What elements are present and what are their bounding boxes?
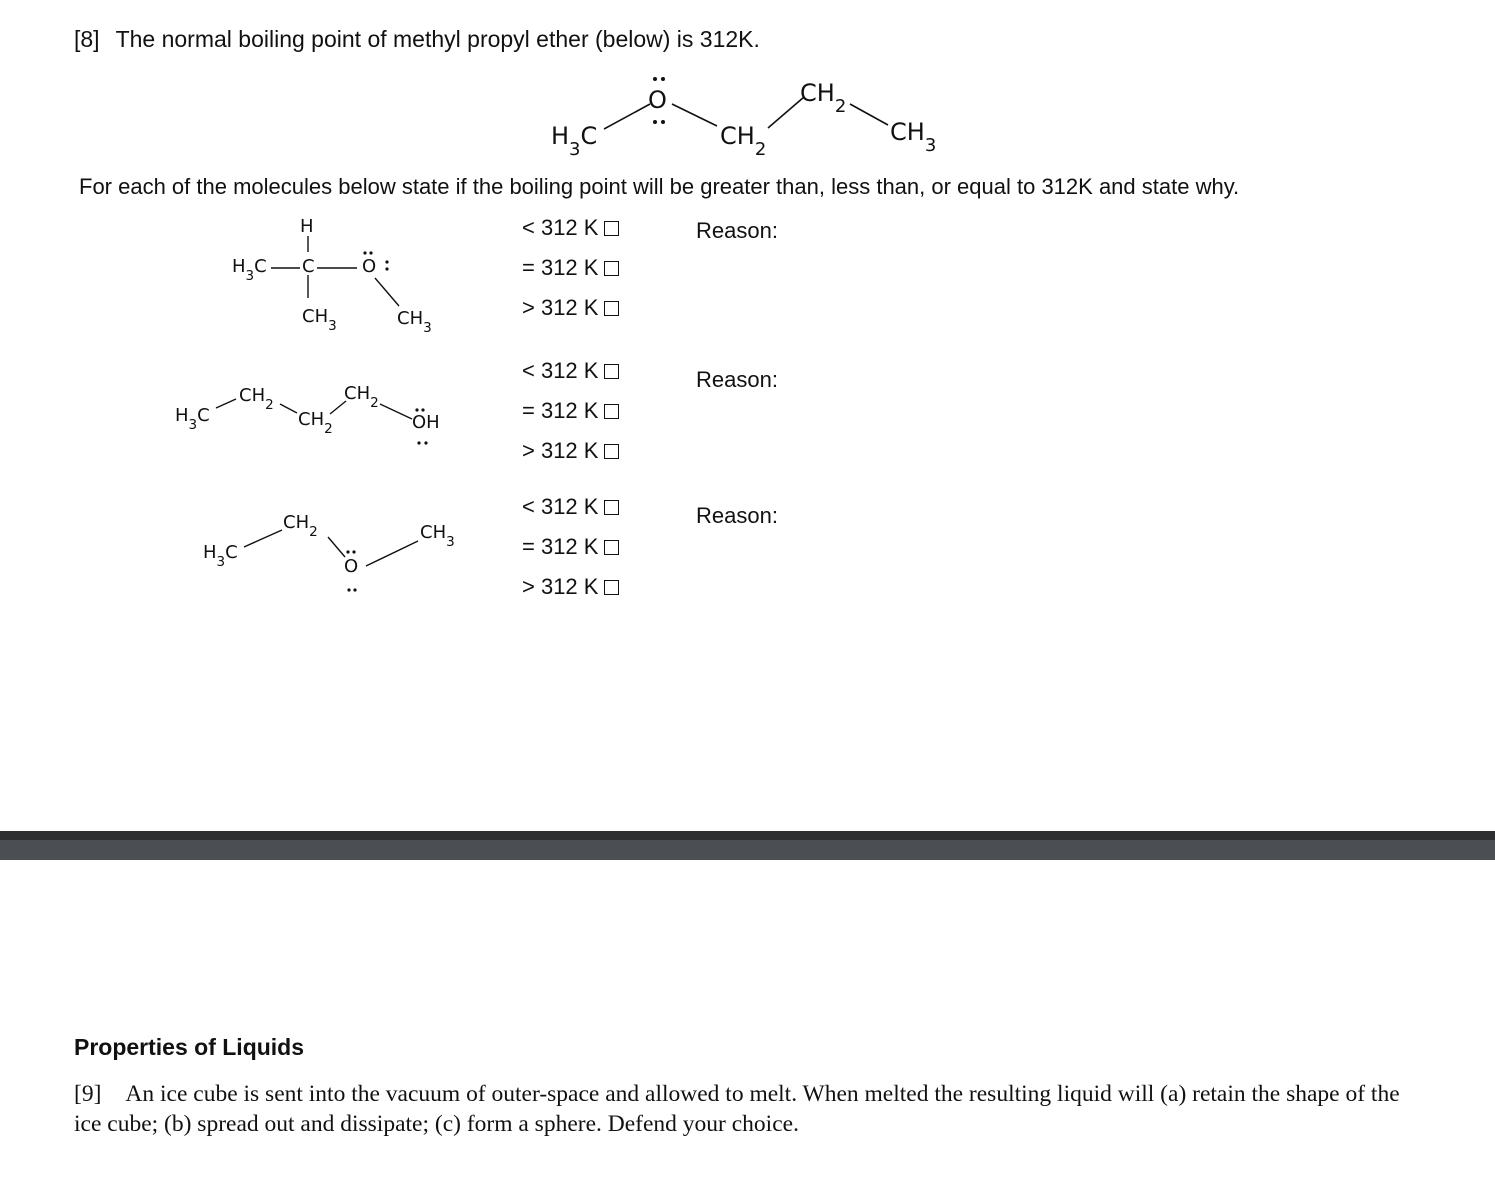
mol1-option-greater-label: > 312 K [522,295,599,320]
mol3-option-less [522,494,619,520]
ref-atom-ch2-b: $CH_2$ [800,79,847,117]
mol3-atom-ch2: $CH_2$ [283,512,318,540]
mol1-atom-ch3-a: $CH_3$ [302,306,337,334]
mol1-atom-c: C [302,256,315,277]
section-title: Properties of Liquids [74,1034,305,1060]
mol2-checkbox-equal[interactable] [604,404,619,419]
mol1-checkbox-equal[interactable] [604,261,619,276]
mol3-checkbox-equal[interactable] [604,540,619,555]
mol2-option-greater-label: > 312 K [522,438,599,463]
mol1-atom-h: H [300,216,314,237]
mol1-checkbox-greater[interactable] [604,301,619,316]
mol3-option-greater-label: > 312 K [522,574,599,599]
mol2-option-greater [522,438,619,464]
question-9-text [74,1079,1414,1139]
mol3-option-greater [522,574,619,600]
mol1-option-greater [522,295,619,321]
mol3-option-equal-label: = 312 K [522,534,599,559]
mol2-atom-h3c: $H_3C$ [175,405,210,433]
mol2-atom-ch2-a: $CH_2$ [239,385,274,413]
mol3-option-less-label: < 312 K [522,494,599,519]
mol2-reason-label: Reason: [696,367,778,392]
mol2-atom-oh: OH [412,412,440,433]
instruction-text: For each of the molecules below state if the boiling point will be greater than, less than, or equal to 312K and state why. [79,174,1240,199]
mol3-checkbox-greater[interactable] [604,580,619,595]
mol1-option-less [522,215,619,241]
mol1-option-equal-label: = 312 K [522,255,599,280]
mol3-checkbox-less[interactable] [604,500,619,515]
mol3-atom-ch3: $CH_3$ [420,522,455,550]
mol3-option-equal [522,534,619,560]
mol1-atom-ch3-b: $CH_3$ [397,308,432,336]
mol1-option-equal [522,255,619,281]
question-9-number: [9] [74,1081,102,1107]
mol2-option-less-label: < 312 K [522,358,599,383]
page-separator [0,831,1495,860]
mol3-atom-o: O [344,556,359,577]
mol1-option-less-label: < 312 K [522,215,599,240]
mol3-reason-label: Reason: [696,503,778,528]
mol2-checkbox-greater[interactable] [604,444,619,459]
ref-atom-h3c: $H_3C$ [551,122,598,160]
mol2-option-equal [522,398,619,424]
mol1-atom-o: O [362,256,377,277]
ref-atom-o: O [648,86,667,114]
question-8-number: [8] [74,26,100,52]
mol1-checkbox-less[interactable] [604,221,619,236]
mol2-option-less [522,358,619,384]
ref-atom-ch3: $CH_3$ [890,118,937,156]
mol1-reason-label: Reason: [696,218,778,243]
mol3-atom-h3c: $H_3C$ [203,542,238,570]
mol2-atom-ch2-b: $CH_2$ [298,409,333,437]
question-8-statement: The normal boiling point of methyl propyl ether (below) is 312K. [115,26,760,52]
question-9-statement: An ice cube is sent into the vacuum of outer-space and allowed to melt. When melted the resulting liquid will (a) retain the shape of the ice cube; (b) spread out and dissipate; (c) form a sphere. Defend your choice. [74,1081,1400,1137]
mol2-option-equal-label: = 312 K [522,398,599,423]
ref-atom-ch2-a: $CH_2$ [720,122,767,160]
mol1-atom-h3c: $H_3C$ [232,256,267,284]
mol2-checkbox-less[interactable] [604,364,619,379]
mol2-atom-ch2-c: $CH_2$ [344,383,379,411]
